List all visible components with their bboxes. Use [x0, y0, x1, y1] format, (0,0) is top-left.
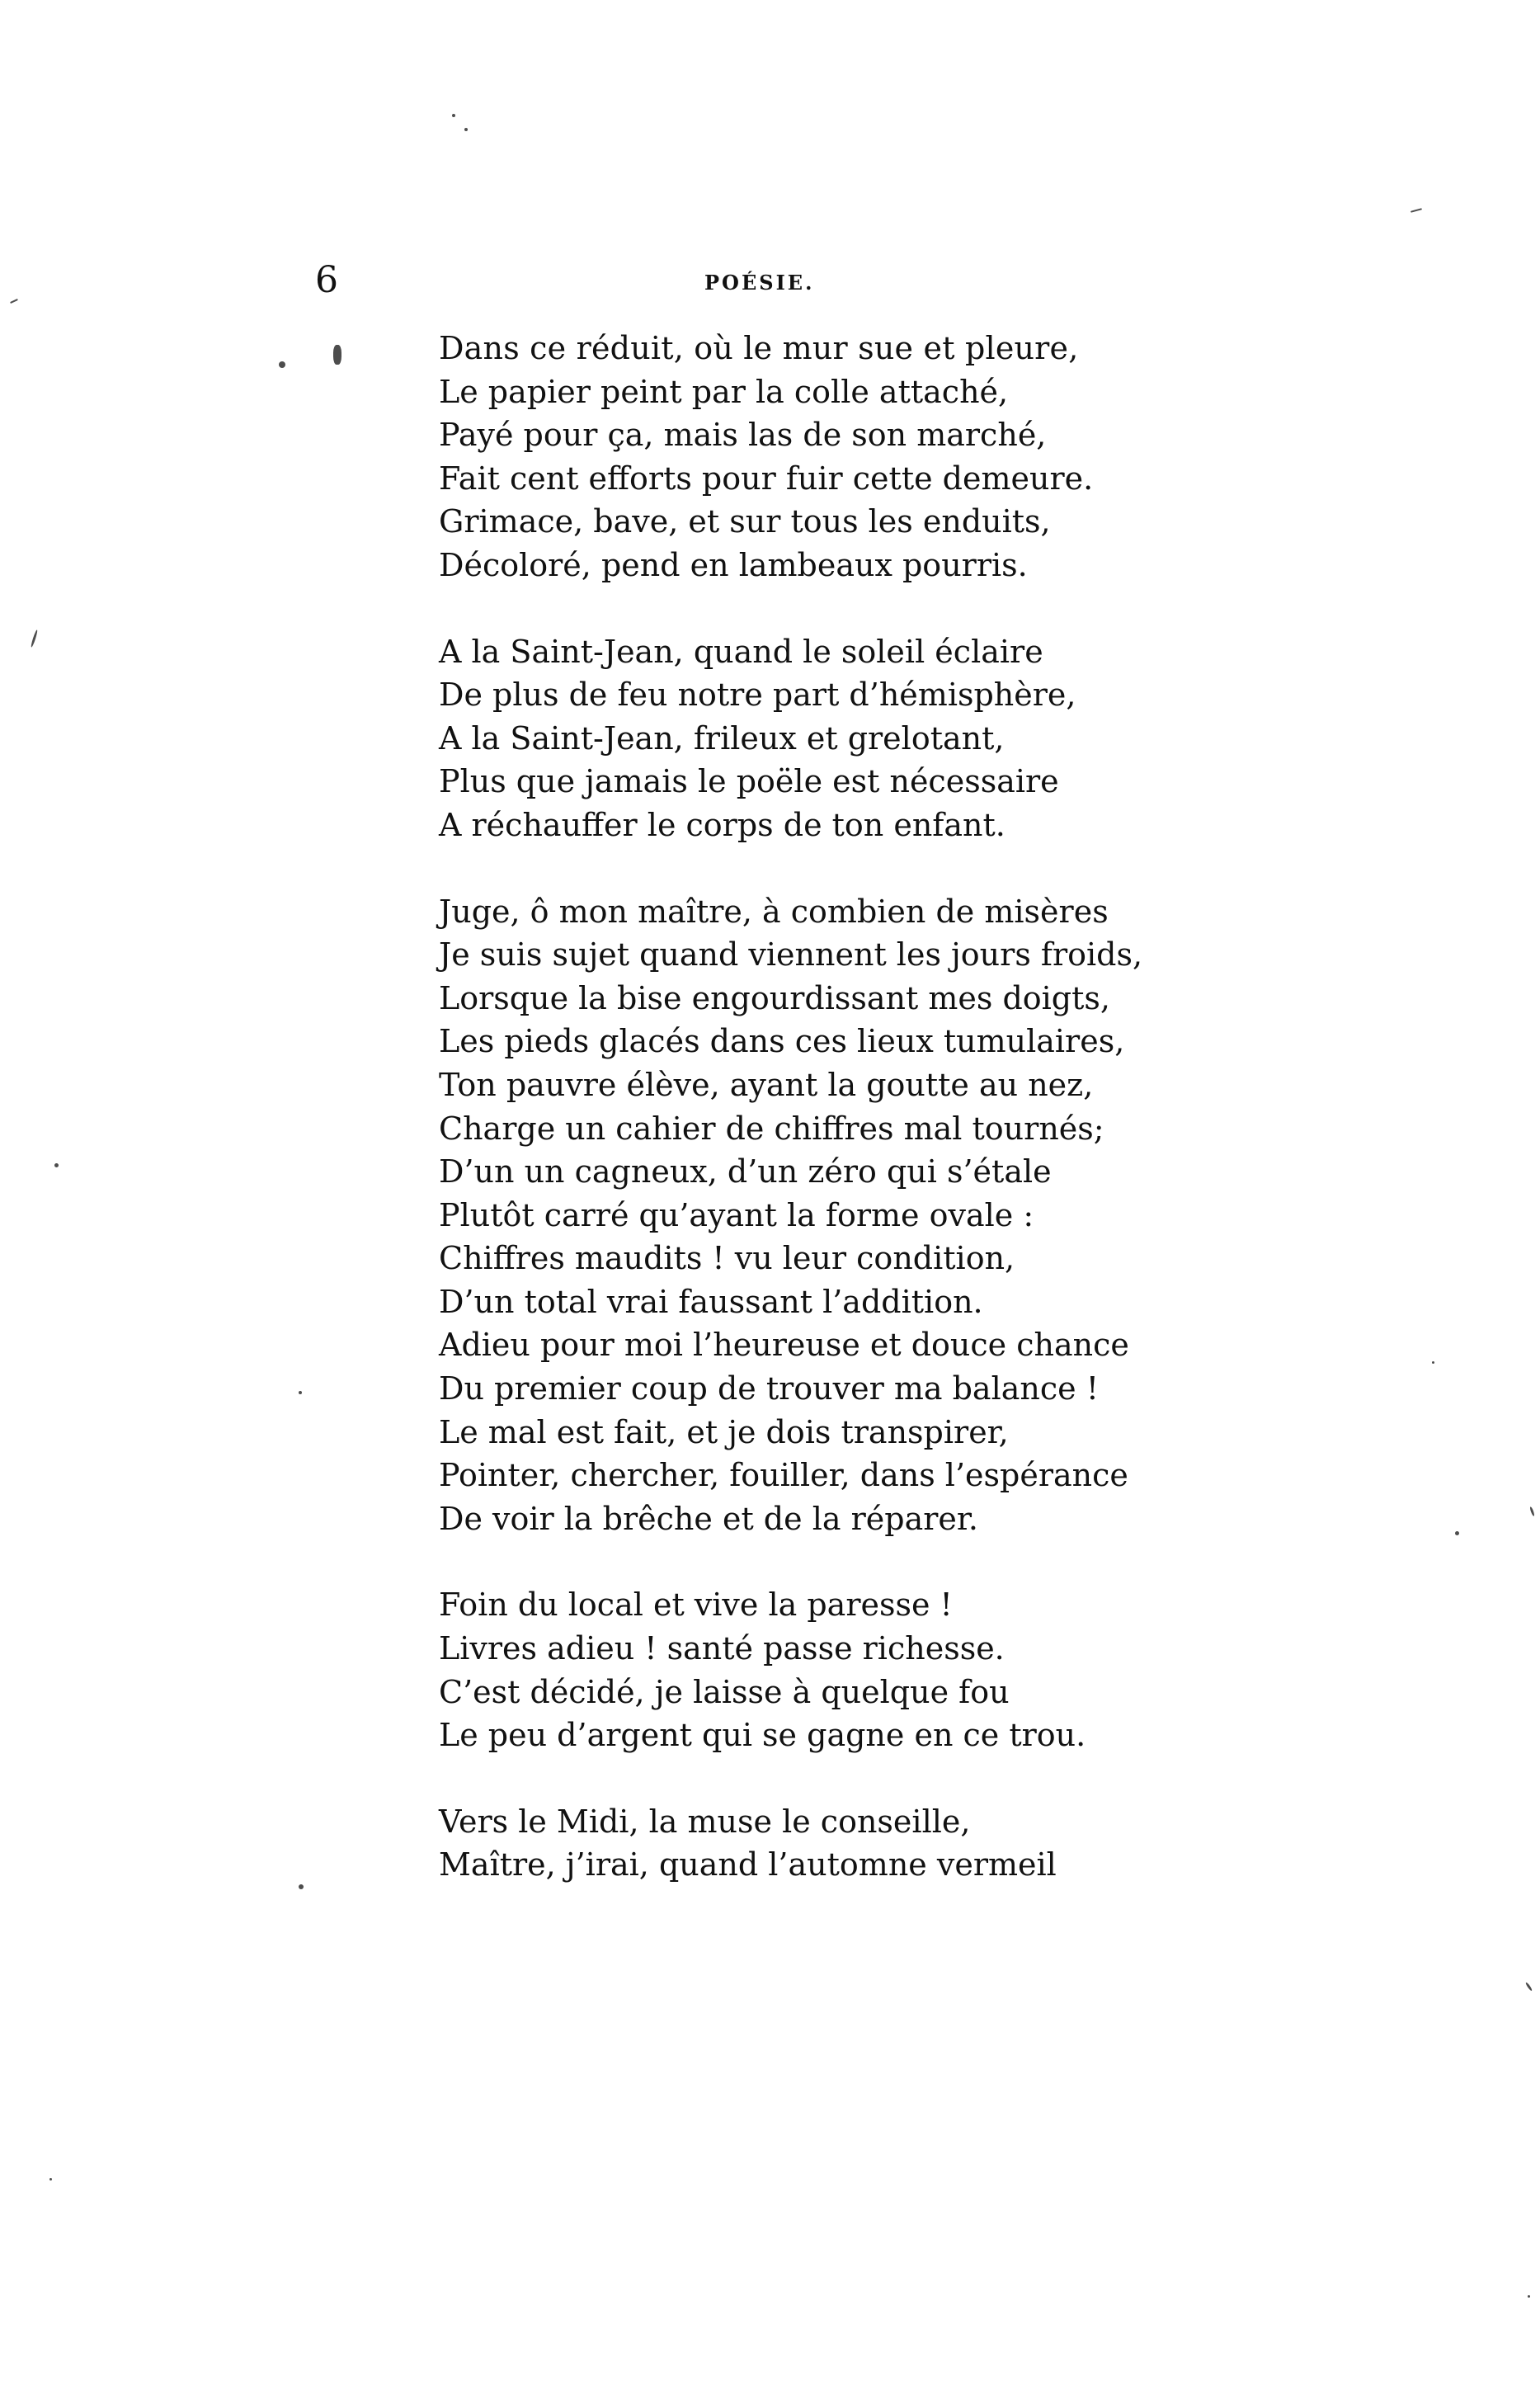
paper-speck: [1525, 1982, 1533, 1992]
verse-line: C’est décidé, je laisse à quelque fou: [439, 1673, 1010, 1710]
paper-speck: [464, 128, 468, 131]
verse-line: Juge, ô mon maître, à combien de misères: [439, 893, 1109, 930]
verse-line: Adieu pour moi l’heureuse et douce chance: [439, 1327, 1129, 1364]
paper-speck: [54, 1163, 59, 1167]
paper-speck: [299, 1884, 304, 1889]
paper-speck: [1529, 1506, 1535, 1516]
verse-line: Du premier coup de trouver ma balance !: [439, 1370, 1099, 1407]
verse-line: Le mal est fait, et je dois transpirer,: [439, 1413, 1009, 1450]
paper-speck: [1528, 2295, 1530, 2298]
verse-line: Lorsque la bise engourdissant mes doigts,: [439, 979, 1110, 1016]
paper-speck: [49, 2178, 52, 2180]
verse-line: A réchauffer le corps de ton enfant.: [439, 806, 1005, 843]
verse-line: Je suis sujet quand viennent les jours froids,: [439, 936, 1143, 974]
verse-line: Maître, j’irai, quand l’automne vermeil: [439, 1846, 1057, 1883]
stanza-5: [439, 1800, 1387, 1887]
verse-line: Ton pauvre élève, ayant la goutte au nez,: [439, 1066, 1094, 1103]
stanza-3: [439, 890, 1387, 1541]
verse-line: D’un total vrai faussant l’addition.: [439, 1283, 983, 1320]
stanza-4: [439, 1583, 1387, 1756]
verse-line: Foin du local et vive la paresse !: [439, 1586, 953, 1624]
verse-line: D’un un cagneux, d’un zéro qui s’étale: [439, 1153, 1052, 1190]
verse-line: De plus de feu notre part d’hémisphère,: [439, 677, 1076, 714]
paper-speck: [299, 1391, 302, 1394]
verse-line: Payé pour ça, mais las de son marché,: [439, 417, 1047, 454]
verse-line: Charge un cahier de chiffres mal tournés;: [439, 1110, 1104, 1147]
verse-line: Le peu d’argent qui se gagne en ce trou.: [439, 1717, 1086, 1754]
stanza-1: [439, 327, 1387, 587]
paper-speck: [452, 114, 455, 117]
poem-text: [439, 327, 1387, 1887]
paper-speck: [31, 629, 39, 648]
page-number: 6: [315, 259, 338, 301]
paper-speck: [1455, 1531, 1459, 1535]
verse-line: Grimace, bave, et sur tous les enduits,: [439, 503, 1051, 540]
verse-line: Vers le Midi, la muse le conseille,: [439, 1803, 971, 1840]
paper-speck: [1432, 1361, 1434, 1364]
page-header: [0, 259, 1540, 312]
verse-line: A la Saint-Jean, frileux et grelotant,: [439, 719, 1005, 757]
ink-blot: [333, 345, 341, 365]
verse-line: Chiffres maudits ! vu leur condition,: [439, 1240, 1015, 1277]
verse-line: Plutôt carré qu’ayant la forme ovale :: [439, 1196, 1034, 1233]
verse-line: Livres adieu ! santé passe richesse.: [439, 1630, 1005, 1667]
running-head: POÉSIE.: [704, 271, 815, 295]
verse-line: De voir la brêche et de la réparer.: [439, 1500, 978, 1537]
verse-line: Dans ce réduit, où le mur sue et pleure,: [439, 330, 1079, 366]
verse-line: A la Saint-Jean, quand le soleil éclaire: [439, 633, 1043, 670]
verse-line: Pointer, chercher, fouiller, dans l’espérance: [439, 1457, 1128, 1494]
verse-line: Fait cent efforts pour fuir cette demeure.: [439, 460, 1094, 497]
verse-line: Décoloré, pend en lambeaux pourris.: [439, 546, 1028, 583]
verse-line: Les pieds glacés dans ces lieux tumulaires,: [439, 1023, 1125, 1060]
verse-line: Plus que jamais le poële est nécessaire: [439, 763, 1059, 800]
paper-speck: [1410, 208, 1422, 213]
paper-speck: [279, 361, 285, 368]
stanza-2: [439, 630, 1387, 847]
verse-line: Le papier peint par la colle attaché,: [439, 373, 1009, 410]
